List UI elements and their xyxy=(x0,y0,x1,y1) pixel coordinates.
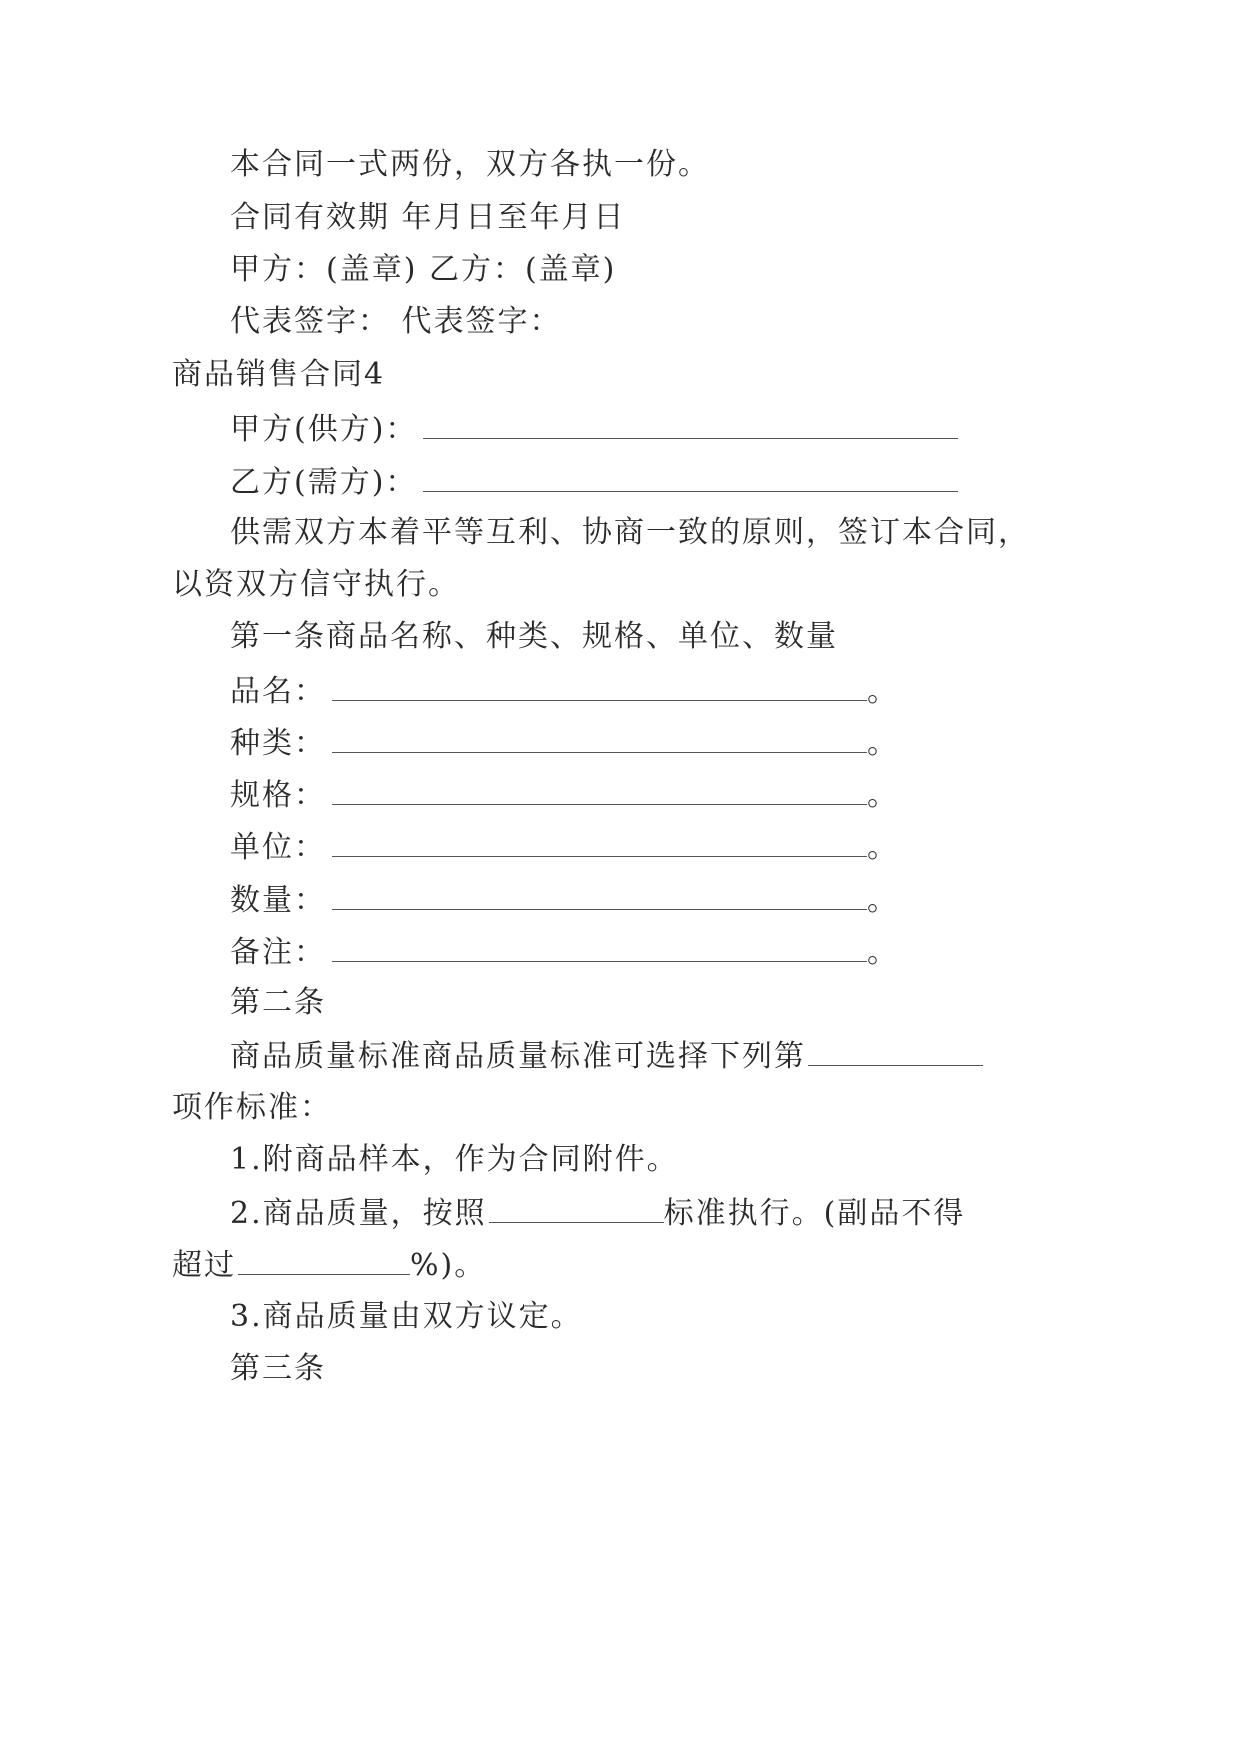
article-3-title: 第三条 xyxy=(230,1351,326,1386)
field-end: 。 xyxy=(867,883,899,918)
field-label: 备注： xyxy=(230,935,326,970)
contract-title: 商品销售合同4 xyxy=(172,357,386,392)
quality-item-2 xyxy=(230,1192,965,1234)
item-2-line-2-start: 超过 xyxy=(172,1248,236,1283)
signature-line: 代表签字： 代表签字： xyxy=(230,304,562,339)
field-blank xyxy=(332,722,867,753)
field-row-notes xyxy=(230,931,899,973)
field-label: 品名： xyxy=(230,674,326,709)
quality-item-blank xyxy=(808,1035,983,1066)
quality-line-1 xyxy=(230,1035,983,1077)
field-row-name xyxy=(230,670,899,712)
seal-line: 甲方：(盖章) 乙方：(盖章) xyxy=(230,252,617,287)
percent-blank xyxy=(238,1244,410,1275)
quality-item-1: 1.附商品样本，作为合同附件。 xyxy=(230,1142,679,1177)
party-a-blank xyxy=(423,408,958,439)
party-b-row xyxy=(230,461,958,503)
party-a-row xyxy=(230,408,958,450)
item-2-end: 标准执行。(副品不得 xyxy=(663,1196,966,1231)
field-blank xyxy=(332,931,867,962)
quality-line-2: 项作标准： xyxy=(172,1090,332,1125)
field-end: 。 xyxy=(867,830,899,865)
field-blank xyxy=(332,670,867,701)
party-b-blank xyxy=(423,461,958,492)
item-2-line-2-end: %)。 xyxy=(410,1248,487,1283)
quality-item-2-cont xyxy=(172,1244,486,1286)
party-a-label: 甲方(供方)： xyxy=(230,412,418,447)
field-label: 数量： xyxy=(230,883,326,918)
article-2-title: 第二条 xyxy=(230,985,326,1020)
field-blank xyxy=(332,879,867,910)
validity-clause: 合同有效期 年月日至年月日 xyxy=(230,200,626,235)
party-b-label: 乙方(需方)： xyxy=(230,465,418,500)
item-2-start: 2.商品质量，按照 xyxy=(230,1196,487,1231)
field-label: 规格： xyxy=(230,778,326,813)
article-1-title: 第一条商品名称、种类、规格、单位、数量 xyxy=(230,619,838,654)
field-label: 种类： xyxy=(230,726,326,761)
quality-text: 商品质量标准商品质量标准可选择下列第 xyxy=(230,1039,806,1074)
field-end: 。 xyxy=(867,778,899,813)
principle-line-1: 供需双方本着平等互利、协商一致的原则，签订本合同， xyxy=(230,515,1030,550)
quality-item-3: 3.商品质量由双方议定。 xyxy=(230,1299,583,1334)
field-row-spec xyxy=(230,774,899,816)
field-row-type xyxy=(230,722,899,764)
field-end: 。 xyxy=(867,935,899,970)
field-row-quantity xyxy=(230,879,899,921)
standard-blank xyxy=(489,1192,664,1223)
field-blank xyxy=(332,774,867,805)
field-end: 。 xyxy=(867,726,899,761)
field-row-unit xyxy=(230,826,899,868)
copies-clause: 本合同一式两份，双方各执一份。 xyxy=(230,147,710,182)
field-end: 。 xyxy=(867,674,899,709)
principle-line-2: 以资双方信守执行。 xyxy=(172,567,460,602)
field-label: 单位： xyxy=(230,830,326,865)
field-blank xyxy=(332,826,867,857)
